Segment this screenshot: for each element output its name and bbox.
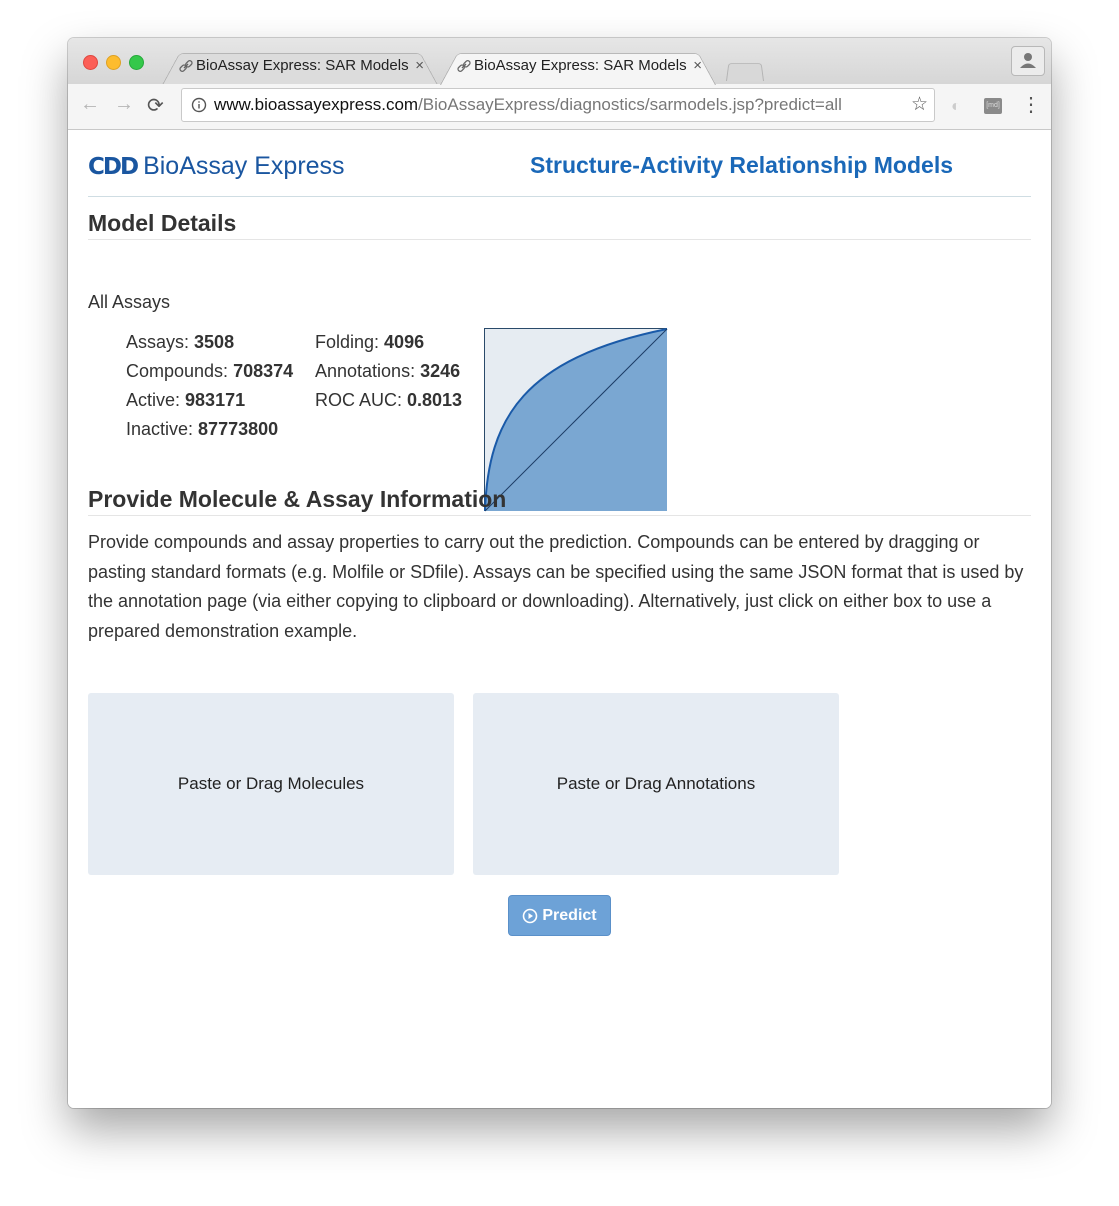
url-path: /BioAssayExpress/diagnostics/sarmodels.jsp?predict=all xyxy=(418,95,842,114)
site-header xyxy=(88,130,1031,197)
tab-close-icon[interactable]: × xyxy=(415,57,424,74)
browser-toolbar xyxy=(68,84,1051,130)
forward-icon[interactable]: → xyxy=(114,93,134,115)
model-stats-left xyxy=(126,328,293,444)
provide-info-heading: Provide Molecule & Assay Information xyxy=(88,486,1031,516)
close-window-button[interactable] xyxy=(83,55,98,70)
logo-text: BioAssay Express xyxy=(143,152,345,180)
stat-assays: Assays: 3508 xyxy=(126,332,235,352)
stat-folding: Folding: 4096 xyxy=(315,332,425,352)
browser-tab-active[interactable] xyxy=(440,48,714,84)
stat-active: Active: 983171 xyxy=(126,390,246,410)
extension-icon[interactable]: ◐ xyxy=(951,98,961,115)
logo[interactable] xyxy=(88,152,345,181)
tab-close-icon[interactable]: × xyxy=(693,57,702,74)
annotations-dropzone[interactable]: Paste or Drag Annotations xyxy=(473,693,839,875)
link-icon xyxy=(178,58,194,74)
maximize-window-button[interactable] xyxy=(129,55,144,70)
minimize-window-button[interactable] xyxy=(106,55,121,70)
page-content xyxy=(68,130,1051,1108)
extension-md-icon[interactable]: [md] xyxy=(984,98,1002,114)
back-icon[interactable]: ← xyxy=(80,93,100,115)
link-icon xyxy=(456,58,472,74)
predict-button[interactable] xyxy=(508,895,611,936)
stat-compounds: Compounds: 708374 xyxy=(126,361,294,381)
reload-icon[interactable]: ⟳ xyxy=(147,95,164,117)
tab-title: BioAssay Express: SAR Models xyxy=(474,57,687,74)
address-bar[interactable] xyxy=(181,88,935,122)
page-title: Structure-Activity Relationship Models xyxy=(530,152,954,178)
browser-tab[interactable] xyxy=(162,48,436,84)
play-circle-icon xyxy=(522,908,538,924)
profile-button[interactable] xyxy=(1011,46,1045,76)
model-stats-right xyxy=(315,328,462,415)
stat-roc-auc: ROC AUC: 0.8013 xyxy=(315,390,463,410)
model-details-heading: Model Details xyxy=(88,210,1031,240)
molecules-dropzone[interactable]: Paste or Drag Molecules xyxy=(88,693,454,875)
info-icon[interactable] xyxy=(191,97,207,113)
tab-bar xyxy=(68,38,1051,84)
stat-inactive: Inactive: 87773800 xyxy=(126,419,279,439)
predict-label: Predict xyxy=(542,906,597,924)
profile-icon xyxy=(1012,47,1044,75)
star-icon[interactable]: ☆ xyxy=(910,94,928,115)
logo-mark: CDD xyxy=(88,154,138,180)
stat-annotations: Annotations: 3246 xyxy=(315,361,461,381)
roc-curve-chart xyxy=(484,328,668,512)
tab-title: BioAssay Express: SAR Models xyxy=(196,57,409,74)
model-name: All Assays xyxy=(88,292,171,312)
browser-window xyxy=(68,38,1051,1108)
instructions-text: Provide compounds and assay properties to carry out the prediction. Compounds can be entered by dragging or pasting standard formats (e.g. Molfile or SDfile). Assays can be specified using the same JSON format that is used by the annotation page (via either copying to clipboard or downloading). Alternatively, just click on either box to use a prepared demonstration example. xyxy=(88,532,1024,641)
new-tab-button[interactable] xyxy=(726,63,764,81)
url-host: www.bioassayexpress.com xyxy=(214,95,419,114)
menu-icon[interactable]: ⋮ xyxy=(1021,94,1041,116)
